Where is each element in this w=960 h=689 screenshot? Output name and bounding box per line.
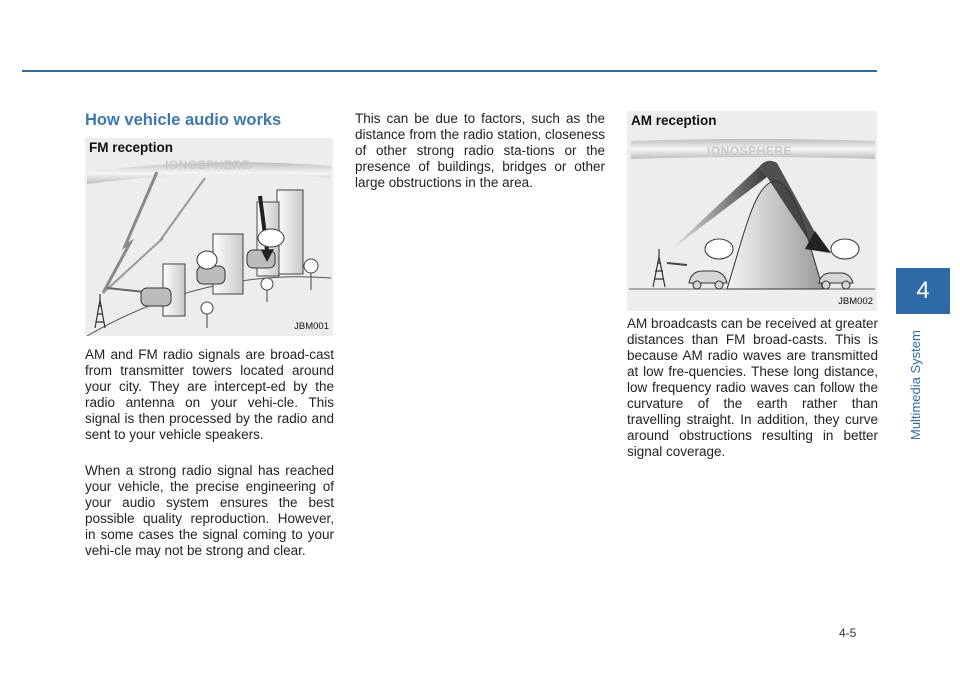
section-heading: How vehicle audio works bbox=[85, 111, 282, 129]
ionosphere-label: IONOSPHERE bbox=[165, 158, 251, 172]
signal-arrow-icon bbox=[667, 263, 687, 265]
figure-id: JBM001 bbox=[294, 321, 329, 332]
body-paragraph: When a strong radio signal has reached your vehicle, the precise engineering of your audio system ensures the best possible quality reproduction. However, in some cases the signal coming to your vehi-cle may not be strong and clear. bbox=[85, 463, 334, 558]
am-reception-figure bbox=[627, 111, 877, 311]
am-illustration bbox=[627, 111, 877, 311]
body-paragraph: AM broadcasts can be received at greater distances than FM broad-casts. This is because AM radio waves are transmitted at low fre-quencies. These long distance, low frequency radio waves can follow the curvature of the earth rather than travelling straight. In addition, they curve around obstructions resulting in better signal coverage. bbox=[627, 316, 878, 459]
music-bubble-icon bbox=[258, 229, 284, 247]
fm-reception-figure bbox=[85, 138, 333, 336]
music-bubble-icon bbox=[831, 239, 859, 259]
music-bubble-icon bbox=[705, 239, 733, 259]
figure-title: AM reception bbox=[631, 113, 717, 128]
radio-tower-icon bbox=[95, 294, 105, 328]
ionosphere-label: IONOSPHERE bbox=[707, 144, 793, 158]
chapter-tab[interactable]: 4 bbox=[896, 268, 950, 314]
signal-bolt-icon bbox=[103, 172, 157, 293]
body-paragraph: This can be due to factors, such as the distance from the radio station, closeness of other strong radio sta-tions or the presence of buildings, bridges or other large obstructions in the area. bbox=[355, 111, 605, 190]
chapter-label-text: Multimedia System bbox=[908, 330, 923, 440]
signal-bolt-icon bbox=[103, 178, 205, 293]
page-number: 4-5 bbox=[839, 626, 857, 640]
figure-id: JBM002 bbox=[838, 296, 873, 307]
signal-arrow-icon bbox=[107, 288, 145, 292]
fm-illustration bbox=[85, 138, 333, 336]
body-paragraph: AM and FM radio signals are broad-cast from transmitter towers located around your city. They are intercept-ed by the radio antenna on your vehi-cle. This signal is then processed by the radio and sent to your vehicle speakers. bbox=[85, 347, 334, 442]
figure-title: FM reception bbox=[89, 140, 174, 155]
static-bubble-icon bbox=[197, 251, 217, 269]
chapter-label bbox=[908, 330, 938, 440]
header-rule bbox=[22, 70, 877, 72]
radio-tower-icon bbox=[653, 249, 665, 287]
